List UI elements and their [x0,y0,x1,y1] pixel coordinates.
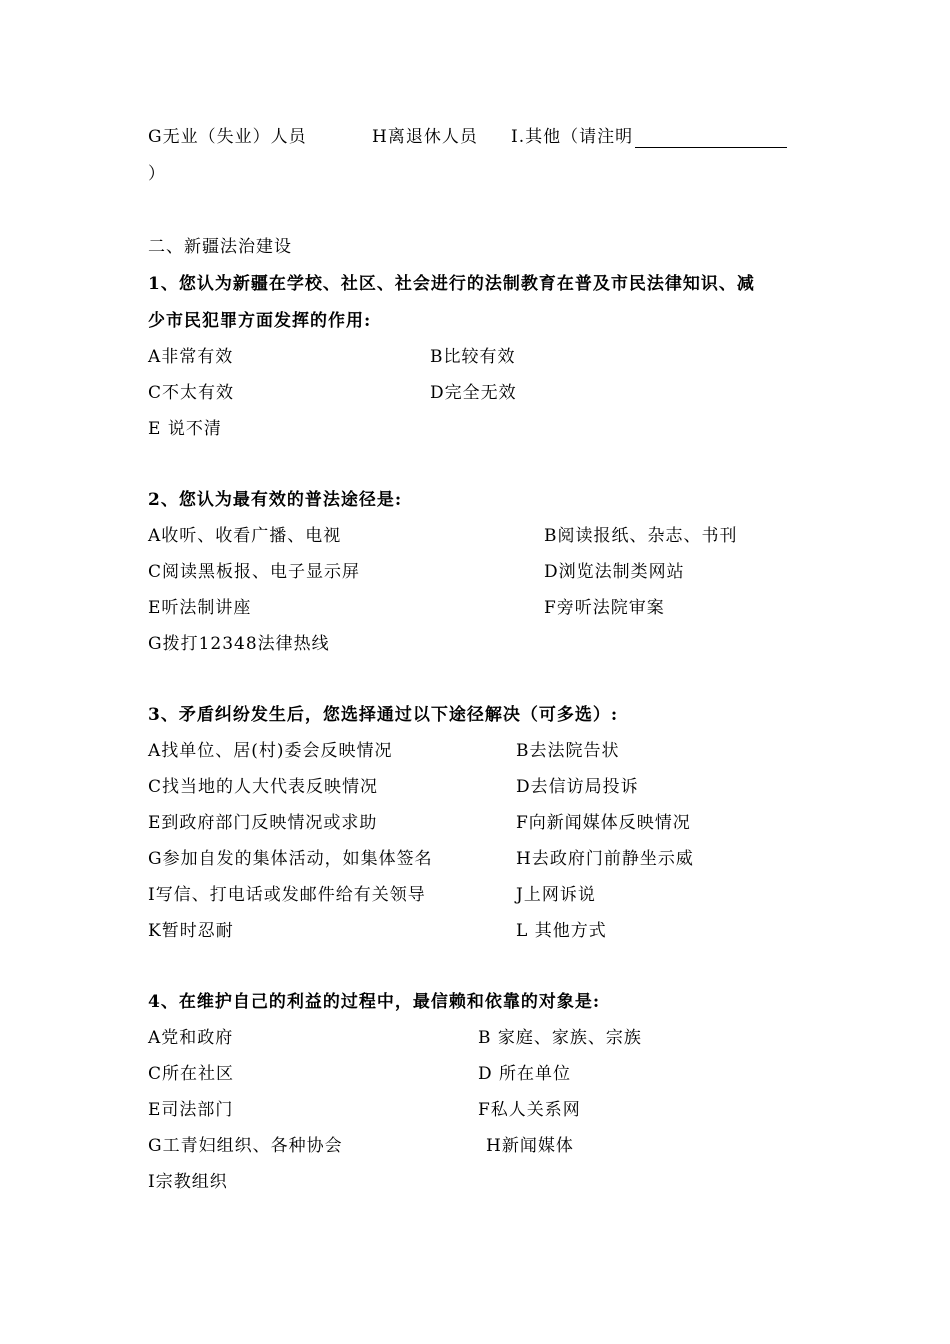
q2-option-b[interactable]: B阅读报纸、杂志、书刊 [544,526,738,546]
option-h-retired: H离退休人员 [372,127,478,147]
q1-option-d[interactable]: D完全无效 [430,383,517,403]
question-1-line-1: 1、您认为新疆在学校、社区、社会进行的法制教育在普及市民法律知识、减 [148,274,755,294]
q2-option-f[interactable]: F旁听法院审案 [544,598,665,618]
q3-option-d[interactable]: D去信访局投诉 [516,777,639,797]
q3-option-e[interactable]: E到政府部门反映情况或求助 [148,813,378,833]
section-title: 二、新疆法治建设 [148,237,292,257]
q4-option-b[interactable]: B 家庭、家族、宗族 [478,1028,642,1048]
q1-option-a[interactable]: A非常有效 [148,347,234,367]
q4-option-f[interactable]: F私人关系网 [478,1100,581,1120]
q3-option-h[interactable]: H去政府门前静坐示威 [516,849,694,869]
q3-option-l[interactable]: L 其他方式 [516,921,607,941]
q3-option-g[interactable]: G参加自发的集体活动，如集体签名 [148,849,433,869]
q4-option-g[interactable]: G工青妇组织、各种协会 [148,1136,343,1156]
q2-option-d[interactable]: D浏览法制类网站 [544,562,685,582]
option-i-other [511,126,787,148]
q4-option-i[interactable]: I宗教组织 [148,1172,228,1192]
option-i-close-paren: ） [148,164,166,184]
q4-option-a[interactable]: A党和政府 [148,1028,234,1048]
q3-option-f[interactable]: F向新闻媒体反映情况 [516,813,691,833]
q3-option-i[interactable]: I写信、打电话或发邮件给有关领导 [148,885,426,905]
q4-option-c[interactable]: C所在社区 [148,1064,235,1084]
q3-option-c[interactable]: C找当地的人大代表反映情况 [148,777,379,797]
option-i-label: I.其他（请注明 [511,127,634,147]
fill-in-blank[interactable] [635,129,787,148]
q1-option-e[interactable]: E 说不清 [148,419,222,439]
q2-option-a[interactable]: A收听、收看广播、电视 [148,526,342,546]
q3-option-k[interactable]: K暂时忍耐 [148,921,234,941]
question-2-title: 2、您认为最有效的普法途径是: [148,490,403,510]
q4-option-h[interactable]: H新闻媒体 [486,1136,574,1156]
q3-option-b[interactable]: B去法院告状 [516,741,620,761]
q2-option-c[interactable]: C阅读黑板报、电子显示屏 [148,562,361,582]
q1-option-b[interactable]: B比较有效 [430,347,516,367]
q1-option-c[interactable]: C不太有效 [148,383,235,403]
q2-option-e[interactable]: E听法制讲座 [148,598,252,618]
q3-option-a[interactable]: A找单位、居(村)委会反映情况 [148,741,393,761]
option-g-unemployed: G无业（失业）人员 [148,127,307,147]
q4-option-d[interactable]: D 所在单位 [478,1064,572,1084]
question-4-title: 4、在维护自己的利益的过程中，最信赖和依靠的对象是: [148,992,601,1012]
q3-option-j[interactable]: J上网诉说 [516,885,596,905]
q4-option-e[interactable]: E司法部门 [148,1100,234,1120]
question-1-line-2: 少市民犯罪方面发挥的作用: [148,311,372,331]
q2-option-g[interactable]: G拨打12348法律热线 [148,634,330,654]
question-3-title: 3、矛盾纠纷发生后，您选择通过以下途径解决（可多选）: [148,705,619,725]
